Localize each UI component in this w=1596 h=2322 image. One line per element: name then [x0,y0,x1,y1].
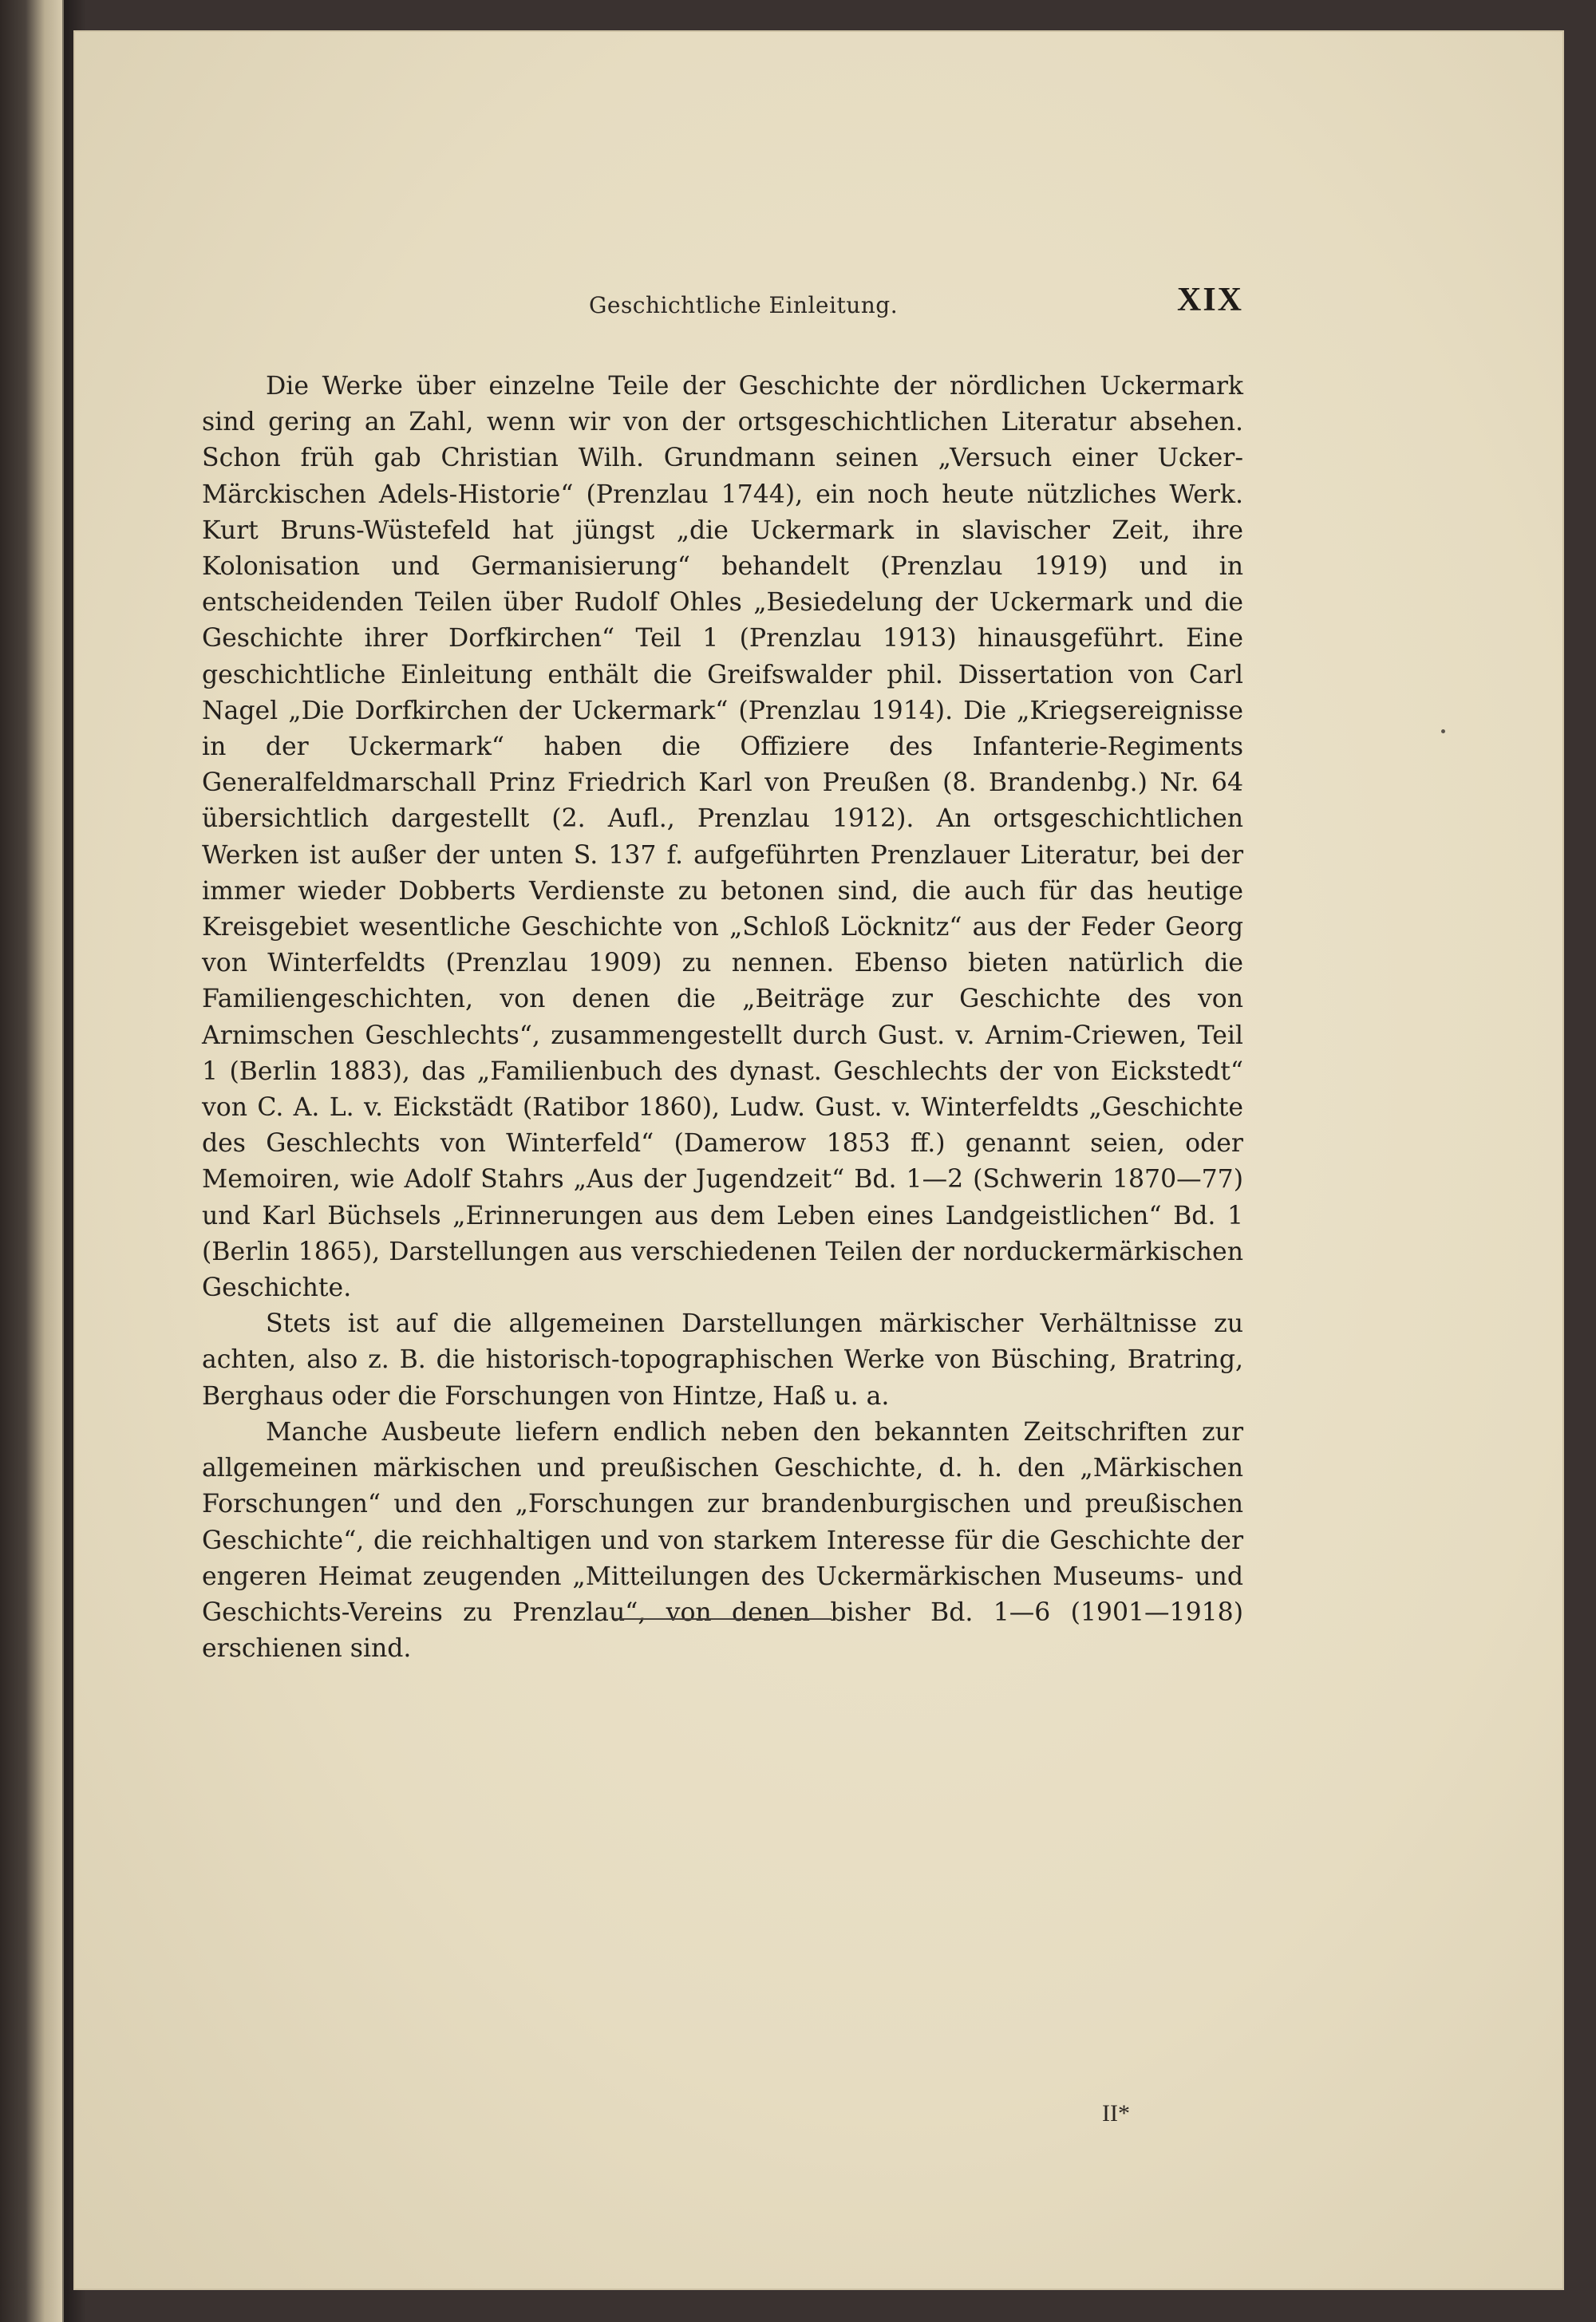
paper-speck [1441,729,1445,733]
paragraph: Manche Ausbeute liefern endlich neben den bekannten Zeitschriften zur allgemeinen märkischen und preußischen Geschichte, d. h. den „Märkischen Forschungen“ und den „Forschungen zur brandenburgischen und preußischen Geschichte“, die reichhaltigen und von starkem Interesse für die Geschichte der engeren Heimat zeugenden „Mitteilungen des Uckermärkischen Museums- und Geschichts-Vereins zu Prenzlau“, von denen bisher Bd. 1—6 (1901—1918) erschienen sind. [202,1417,1243,1664]
body-text [202,369,1243,1667]
paragraph: Die Werke über einzelne Teile der Geschichte der nördlichen Uckermark sind gering an Zahl, wenn wir von der ortsgeschichtlichen Literatur absehen. Schon früh gab Christian Wilh. Grundmann seinen „Versuch einer Ucker-Märckischen Adels-Historie“ (Prenzlau 1744), ein noch heute nützliches Werk. Kurt Bruns-Wüstefeld hat jüngst „die Uckermark in slavischer Zeit, ihre Kolonisation und Germanisierung“ behandelt (Prenzlau 1919) und in entscheidenden Teilen über Rudolf Ohles „Besiedelung der Uckermark und die Geschichte ihrer Dorfkirchen“ Teil 1 (Prenzlau 1913) hinausgeführt. Eine geschichtliche Einleitung enthält die Greifswalder phil. Dissertation von Carl Nagel „Die Dorfkirchen der Uckermark“ (Prenzlau 1914). Die „Kriegsereignisse in der Uckermark“ haben die Offiziere des Infanterie-Regiments Generalfeldmarschall Prinz Friedrich Karl von Preußen (8. Brandenbg.) Nr. 64 übersichtlich dargestellt (2. Aufl., Prenzlau 1912). An ortsgeschichtlichen Werken ist außer der unten S. 137 f. aufgeführten Prenzlauer Literatur, bei der immer wieder Dobberts Verdienste zu betonen sind, die auch für das heutige Kreisgebiet wesentliche Geschichte von „Schloß Löcknitz“ aus der Feder Georg von Winterfeldts (Prenzlau 1909) zu nennen. Ebenso bieten natürlich die Familiengeschichten, von denen die „Beiträge zur Geschichte des von Arnimschen Geschlechts“, zusammengestellt durch Gust. v. Arnim-Criewen, Teil 1 (Berlin 1883), das „Familienbuch des dynast. Geschlechts der von Eickstedt“ von C. A. L. v. Eickstädt (Ratibor 1860), Ludw. Gust. v. Winterfeldts „Geschichte des Geschlechts von Winterfeld“ (Damerow 1853 ff.) genannt seien, oder Memoiren, wie Adolf Stahrs „Aus der Jugendzeit“ Bd. 1—2 (Schwerin 1870—77) und Karl Büchsels „Erinnerungen aus dem Leben eines Landgeistlichen“ Bd. 1 (Berlin 1865), Darstellungen aus verschiedenen Teilen der norduckermärkischen Geschichte. [202,372,1243,1303]
page-header [202,281,1243,329]
page-number: XIX [1176,282,1243,318]
paragraph: Stets ist auf die allgemeinen Darstellungen märkischer Verhältnisse zu achten, also z. B. die historisch-topographischen Werke von Büsching, Bratring, Berghaus oder die Forschungen von Hintze, Haß u. a. [202,1309,1243,1411]
book-leaf-edge [0,0,64,2322]
section-end-rule [614,1618,832,1620]
running-title: Geschichtliche Einleitung. [589,292,899,318]
sheet-signature: II* [1102,2100,1130,2127]
